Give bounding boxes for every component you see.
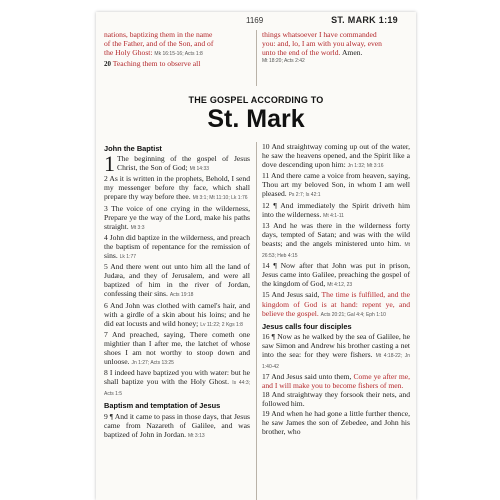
section-heading: Baptism and temptation of Jesus xyxy=(104,401,221,411)
verse xyxy=(262,261,410,290)
right-column xyxy=(262,142,410,436)
red-letter-line: things whatsoever I have commanded xyxy=(262,30,377,39)
verse xyxy=(104,301,250,330)
verse-text: 9 ¶ And it came to pass in those days, that Jesus came from Nazareth of Galilee, and was baptized of John in Jordan. xyxy=(104,411,250,439)
running-header xyxy=(96,16,416,30)
verse-text: 12 ¶ And immediately the Spirit driveth him into the wilderness. xyxy=(262,200,410,219)
red-letter-line: Teaching them to observe all xyxy=(112,59,201,69)
red-letter-line: the Holy Ghost: xyxy=(104,48,153,58)
book-title: St. Mark xyxy=(207,105,305,133)
running-head: ST. MARK 1:19 xyxy=(331,15,398,25)
verse xyxy=(262,171,410,200)
red-letter-line: nations, baptizing them in the name xyxy=(104,30,213,39)
section-heading: Jesus calls four disciples xyxy=(262,321,352,331)
verse xyxy=(104,412,250,441)
verse xyxy=(104,204,250,233)
cross-reference: Acts 19:18 xyxy=(169,292,194,299)
verse-text: 16 ¶ Now as he walked by the sea of Galilee, he saw Simon and Andrew his brother casting a net into the sea: for they were fishers. xyxy=(262,331,410,359)
cross-reference: Lv 11:22; 2 Kgs 1:8 xyxy=(200,321,243,328)
verse-text: And Jesus said, xyxy=(271,290,320,300)
red-letter-line: of the Father, and of the Son, and of xyxy=(104,39,214,49)
verse xyxy=(262,290,410,319)
cross-reference: Mt 3:13 xyxy=(187,432,205,439)
column-divider xyxy=(256,142,257,500)
cross-reference: Mt 18:20; Acts 2:42 xyxy=(262,58,305,65)
verse-text: 4 John did baptize in the wilderness, and preach the baptism of repentance for the remission of sins. xyxy=(104,232,250,261)
cross-reference: Mt 3:1; Mt 11:10; Lk 1:76 xyxy=(192,195,248,202)
cross-reference: Mt 3:3 xyxy=(130,224,145,231)
column-divider xyxy=(256,30,257,86)
red-letter-line: unto the end of the world. xyxy=(262,48,341,58)
verse-text: 2 As it is written in the prophets, Behold, I send my messenger before thy face, which shall prepare thy way before thee. xyxy=(104,174,250,202)
red-letter-text: The time is fulfilled, and the kingdom of God is at hand: repent ye, and believe the gospel. xyxy=(262,290,410,318)
verse-number: 20 xyxy=(104,60,111,69)
verse xyxy=(104,174,250,203)
verse-text: 10 And straightway coming up out of the water, he saw the heavens opened, and the Spirit like a dove descending upon him: xyxy=(262,142,410,170)
section-heading: John the Baptist xyxy=(104,144,162,153)
cross-reference: Lk 1:77 xyxy=(119,254,137,261)
verse xyxy=(262,332,410,372)
verse-text: 5 And there went out unto him all the land of Judæa, and they of Jerusalem, and were all baptized of him in the river of Jordan, confessing their sins. xyxy=(104,262,250,299)
verse xyxy=(104,151,250,177)
verse-text: 11 And there came a voice from heaven, saying, Thou art my beloved Son, in whom I am well pleased. xyxy=(262,171,410,199)
verse-text: 8 I indeed have baptized you with water: but he shall baptize you with the Holy Ghost. xyxy=(104,368,250,387)
verse-text: 13 And he was there in the wilderness forty days, tempted of Satan; and was with the wild beasts; and the angels ministered unto him. xyxy=(262,220,410,248)
red-letter-line: you: and, lo, I am with you alway, even xyxy=(262,39,382,49)
left-column xyxy=(104,142,250,441)
cross-reference: Acts 20:21; Gal 4:4; Eph 1:10 xyxy=(320,311,386,318)
verse xyxy=(104,262,250,300)
verse xyxy=(104,368,250,399)
cross-reference: Mt 4:12, 23 xyxy=(327,282,353,289)
verse xyxy=(262,409,410,436)
verse-text: 7 And preached, saying, There cometh one mightier than I after me, the latchet of whose shoes I am not worthy to stoop down and unloose. xyxy=(104,329,250,367)
verse-text: 19 And when he had gone a little further thence, he saw James the son of Zebedee, and John his brother, who xyxy=(262,408,410,436)
cross-reference: Is 44:3; Acts 1:5 xyxy=(104,380,250,398)
verse-text: 6 And John was clothed with camel's hair, and with a girdle of a skin about his loins; and he did eat locusts and wild honey; xyxy=(104,300,250,328)
verse-text: 17 And Jesus said unto them, xyxy=(262,372,352,382)
verse-number: 15 xyxy=(262,290,270,300)
verse-text: 18 And straightway they forsook their nets, and followed him. xyxy=(262,390,410,409)
verse xyxy=(262,390,410,408)
verse-text: The beginning of the gospel of Jesus Christ, the Son of God; xyxy=(117,154,250,173)
verse xyxy=(262,201,410,221)
verse xyxy=(262,221,410,261)
cross-reference: Mt 4:18-22; Jn 1:40-42 xyxy=(262,352,410,371)
red-letter-text: Come ye after me, and I will make you to become fishers of men. xyxy=(262,372,410,391)
cross-reference: Mt 4:1-11 xyxy=(323,212,344,219)
amen-text: Amen. xyxy=(341,48,363,58)
verse-text: 14 ¶ Now after that John was put in prison, Jesus came into Galilee, preaching the gospel of the kingdom of God, xyxy=(262,261,410,289)
top-right-passage xyxy=(262,30,410,66)
chapter-number: 1 xyxy=(104,151,115,177)
cross-reference: Jn 1:27; Acts 13:25 xyxy=(131,360,174,367)
top-left-passage xyxy=(104,30,251,69)
verse xyxy=(262,142,410,171)
page-number: 1169 xyxy=(246,16,264,25)
verse-text: 3 The voice of one crying in the wilderness, Prepare ye the way of the Lord, make his paths straight. xyxy=(104,203,250,231)
cross-reference: Mk 16:15-16; Acts 1:8 xyxy=(154,51,203,58)
verse xyxy=(104,233,250,262)
cross-reference: Mt 26:53; Heb 4:15 xyxy=(262,241,410,260)
cross-reference: Jn 1:32; Mt 3:16 xyxy=(347,163,384,170)
bible-page xyxy=(96,12,416,500)
book-subtitle: THE GOSPEL ACCORDING TO xyxy=(188,95,324,105)
cross-reference: Ps 2:7; Is 42:1 xyxy=(288,192,321,199)
cross-reference: Mt 14:33 xyxy=(189,166,210,173)
verse xyxy=(104,330,250,368)
verse xyxy=(262,372,410,390)
